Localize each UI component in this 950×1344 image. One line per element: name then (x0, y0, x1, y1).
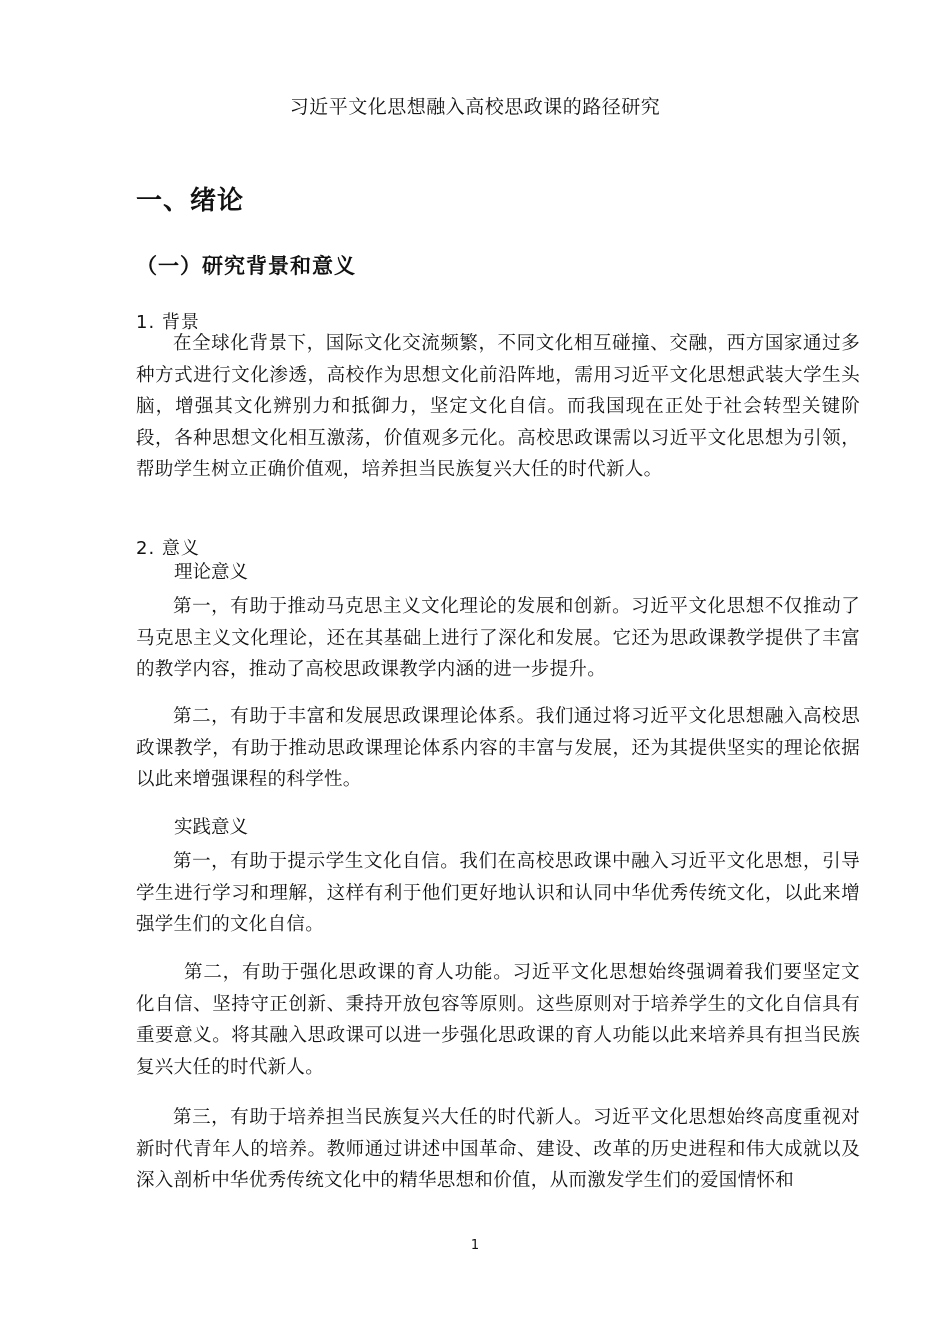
practice-paragraph-1: 第一，有助于提示学生文化自信。我们在高校思政课中融入习近平文化思想，引导学生进行学习和理解，这样有利于他们更好地认识和认同中华优秀传统文化，以此来增强学生们的文化自信。 (136, 851, 860, 935)
page-number: 1 (470, 1238, 480, 1253)
background-heading: 1. 背景 (136, 312, 200, 333)
practice-significance-label: 实践意义 (174, 817, 249, 838)
background-paragraph: 在全球化背景下，国际文化交流频繁，不同文化相互碰撞、交融，西方国家通过多种方式进行文化渗透，高校作为思想文化前沿阵地，需用习近平文化思想武装大学生头脑，增强其文化辨别力和抵御力，坚定文化自信。而我国现在正处于社会转型关键阶段，各种思想文化相互激荡，价值观多元化。高校思政课需以习近平文化思想为引领，帮助学生树立正确价值观，培养担当民族复兴大任的时代新人。 (136, 333, 860, 480)
significance-heading: 2. 意义 (136, 538, 200, 559)
section-heading: （一）研究背景和意义 (136, 254, 356, 278)
practice-paragraph-3: 第三，有助于培养担当民族复兴大任的时代新人。习近平文化思想始终高度重视对新时代青年人的培养。教师通过讲述中国革命、建设、改革的历史进程和伟大成就以及深入剖析中华优秀传统文化中的精华思想和价值，从而激发学生们的爱国情怀和 (136, 1107, 860, 1191)
chapter-heading: 一、绪论 (136, 186, 245, 216)
theory-paragraph-1: 第一，有助于推动马克思主义文化理论的发展和创新。习近平文化思想不仅推动了马克思主义文化理论，还在其基础上进行了深化和发展。它还为思政课教学提供了丰富的教学内容，推动了高校思政课教学内涵的进一步提升。 (136, 596, 860, 680)
practice-paragraph-2: 第二，有助于强化思政课的育人功能。习近平文化思想始终强调着我们要坚定文化自信、坚持守正创新、秉持开放包容等原则。这些原则对于培养学生的文化自信具有重要意义。将其融入思政课可以进一步强化思政课的育人功能以此来培养具有担当民族复兴大任的时代新人。 (136, 962, 860, 1078)
document-title: 习近平文化思想融入高校思政课的路径研究 (289, 96, 661, 118)
theory-paragraph-2: 第二，有助于丰富和发展思政课理论体系。我们通过将习近平文化思想融入高校思政课教学，有助于推动思政课理论体系内容的丰富与发展，还为其提供坚实的理论依据以此来增强课程的科学性。 (136, 706, 860, 790)
theory-significance-label: 理论意义 (174, 562, 249, 583)
